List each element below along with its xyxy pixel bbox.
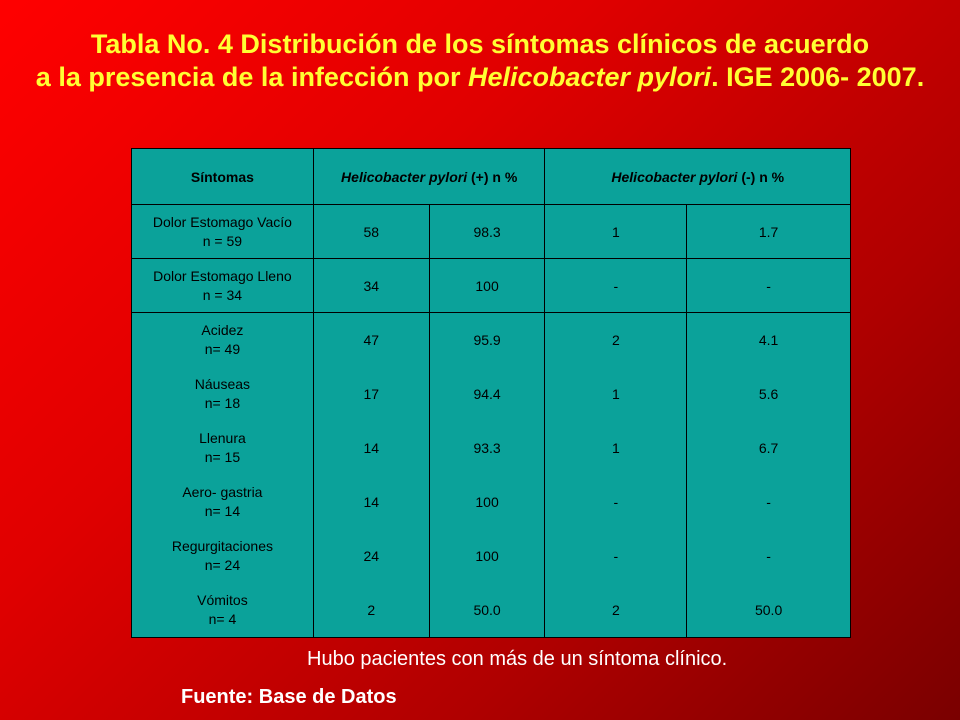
- positive-percent-cell: 95.9: [429, 313, 545, 368]
- positive-count-cell: 34: [313, 259, 429, 313]
- negative-percent-cell: 1.7: [687, 205, 851, 259]
- table-row: [132, 475, 851, 529]
- positive-percent-cell: 100: [429, 529, 545, 583]
- positive-count-cell: 14: [313, 475, 429, 529]
- positive-count-cell: 2: [313, 583, 429, 638]
- negative-percent-cell: 4.1: [687, 313, 851, 368]
- positive-count-cell: 24: [313, 529, 429, 583]
- positive-percent-cell: 100: [429, 259, 545, 313]
- header-negative-organism: Helicobacter pylori: [611, 168, 738, 185]
- table-row: [132, 367, 851, 421]
- negative-percent-cell: 50.0: [687, 583, 851, 638]
- header-symptoms: Síntomas: [132, 149, 314, 205]
- positive-count-cell: 17: [313, 367, 429, 421]
- table-row: [132, 421, 851, 475]
- negative-percent-cell: -: [687, 529, 851, 583]
- negative-count-cell: -: [545, 259, 687, 313]
- symptom-count: n= 49: [204, 341, 241, 357]
- positive-percent-cell: 93.3: [429, 421, 545, 475]
- header-positive-organism: Helicobacter pylori: [341, 168, 468, 185]
- positive-count-cell: 58: [313, 205, 429, 259]
- title-line-1: Tabla No. 4 Distribución de los síntomas clínicos de acuerdo: [90, 29, 870, 59]
- positive-count-cell: 47: [313, 313, 429, 368]
- negative-count-cell: 1: [545, 205, 687, 259]
- symptom-cell: [132, 259, 314, 313]
- source-label: Fuente: Base de Datos: [181, 686, 397, 708]
- table-row: [132, 583, 851, 638]
- symptom-name: Náuseas: [194, 376, 251, 392]
- positive-percent-cell: 100: [429, 475, 545, 529]
- title-organism-name: Helicobacter pylori: [467, 62, 712, 92]
- symptom-count: n= 18: [204, 395, 241, 411]
- header-negative: [545, 149, 851, 205]
- symptom-name: Dolor Estomago Vacío: [152, 213, 292, 230]
- header-negative-suffix: (-) n %: [737, 168, 785, 185]
- negative-count-cell: -: [545, 475, 687, 529]
- title-line-2-suffix: . IGE 2006- 2007.: [711, 62, 925, 92]
- symptom-name: Vómitos: [197, 592, 248, 608]
- positive-count-cell: 14: [313, 421, 429, 475]
- symptom-name: Acidez: [201, 322, 244, 338]
- negative-percent-cell: -: [687, 259, 851, 313]
- symptoms-table: [131, 148, 851, 638]
- negative-count-cell: 1: [545, 421, 687, 475]
- symptom-name: Aero- gastria: [182, 484, 263, 500]
- symptom-cell: [132, 205, 314, 259]
- header-positive-suffix: (+) n %: [467, 168, 518, 185]
- symptom-count: n= 14: [204, 503, 241, 519]
- symptom-cell: [132, 367, 314, 421]
- symptom-cell: [132, 529, 314, 583]
- negative-percent-cell: 6.7: [687, 421, 851, 475]
- header-positive: [313, 149, 545, 205]
- symptom-name: Llenura: [199, 430, 246, 446]
- symptom-name: Regurgitaciones: [171, 538, 273, 554]
- table-row: [132, 259, 851, 313]
- footnote: Hubo pacientes con más de un síntoma clínico.: [307, 648, 728, 670]
- table-row: [132, 529, 851, 583]
- negative-count-cell: -: [545, 529, 687, 583]
- negative-percent-cell: -: [687, 475, 851, 529]
- symptom-cell: [132, 313, 314, 368]
- symptom-cell: [132, 421, 314, 475]
- symptom-cell: [132, 583, 314, 638]
- negative-count-cell: 1: [545, 367, 687, 421]
- positive-percent-cell: 50.0: [429, 583, 545, 638]
- positive-percent-cell: 94.4: [429, 367, 545, 421]
- symptom-count: n= 24: [204, 557, 241, 573]
- negative-percent-cell: 5.6: [687, 367, 851, 421]
- symptom-count: n= 15: [204, 449, 241, 465]
- table-row: [132, 313, 851, 368]
- symptom-name: Dolor Estomago Lleno: [153, 267, 292, 284]
- table-row: [132, 205, 851, 259]
- symptom-count: n= 4: [208, 611, 237, 627]
- positive-percent-cell: 98.3: [429, 205, 545, 259]
- title-line-2: [0, 61, 960, 94]
- table-header-row: [132, 149, 851, 205]
- title-line-2-prefix: a la presencia de la infección por: [35, 62, 468, 92]
- symptom-cell: [132, 475, 314, 529]
- symptom-count: n = 59: [202, 232, 243, 249]
- negative-count-cell: 2: [545, 313, 687, 368]
- table-body: [132, 205, 851, 638]
- slide-title: [0, 28, 960, 94]
- negative-count-cell: 2: [545, 583, 687, 638]
- symptom-count: n = 34: [202, 286, 243, 303]
